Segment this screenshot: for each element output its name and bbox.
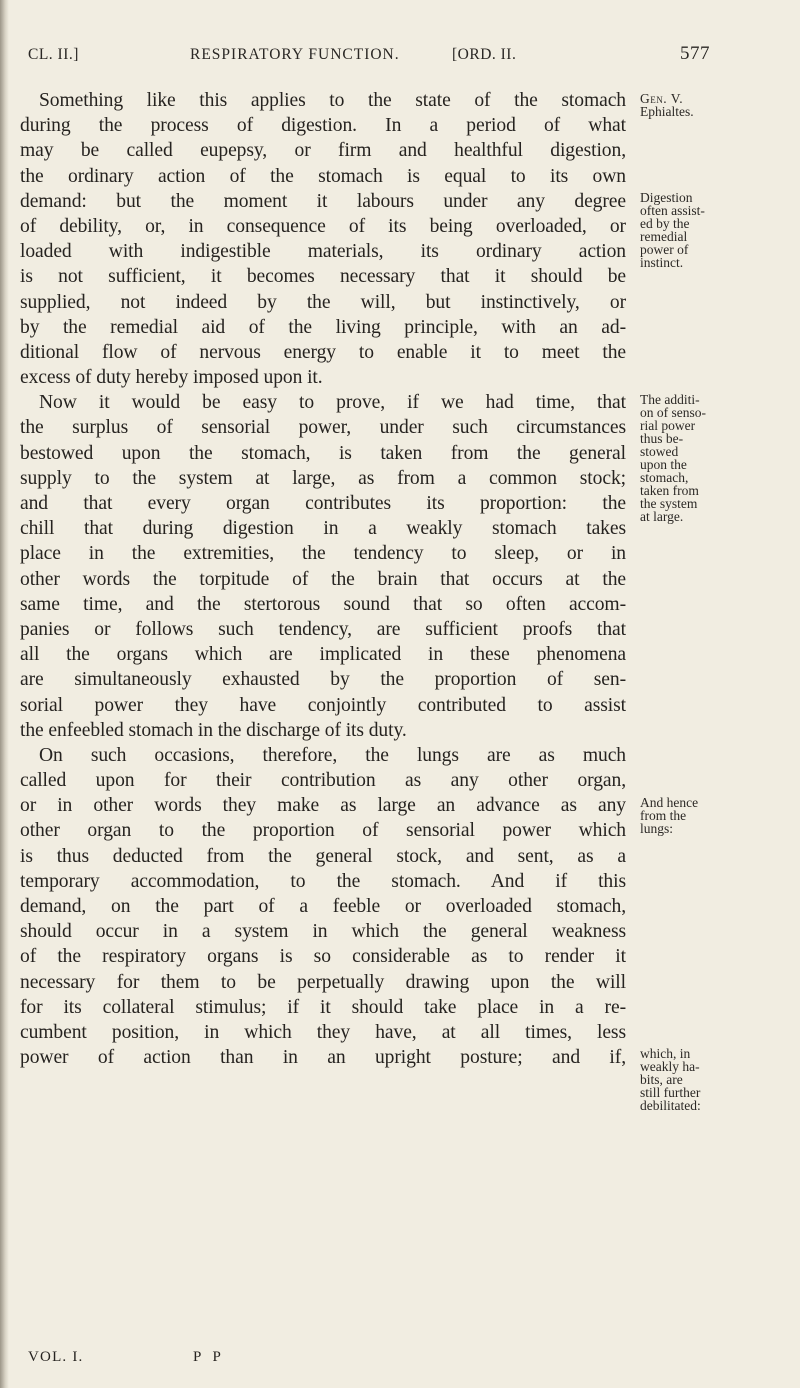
marginal-note-line: Ephialtes. [640, 104, 694, 119]
header-chapter: CL. II.] [28, 46, 79, 63]
text-line: during the process of digestion. In a period of what [20, 115, 626, 137]
marginal-note-line: from the [640, 808, 687, 823]
text-line: supplied, not indeed by the will, but instinctively, or [20, 291, 626, 313]
marginal-note-line: the system [640, 496, 698, 511]
header-order: [ORD. II. [452, 46, 517, 63]
marginal-note-line: ed by the [640, 216, 690, 231]
text-line: other organ to the proportion of sensorial power which [20, 820, 626, 842]
marginal-note-line: Digestion [640, 190, 693, 205]
text-line: of debility, or, in consequence of its being overloaded, or [20, 215, 626, 237]
text-line: or in other words they make as large an advance as any [20, 795, 626, 817]
marginal-note [640, 191, 760, 269]
marginal-note-line: stowed [640, 444, 679, 459]
text-line: is thus deducted from the general stock, and sent, as a [20, 845, 626, 867]
page-number: 577 [680, 43, 710, 64]
text-line: temporary accommodation, to the stomach. And if this [20, 870, 626, 892]
text-line: chill that during digestion in a weakly stomach takes [20, 518, 626, 540]
marginal-note-line: lungs: [640, 821, 674, 836]
text-line: all the organs which are implicated in these phenomena [20, 644, 626, 666]
text-line: supply to the system at large, as from a common stock; [20, 467, 626, 489]
text-line: should occur in a system in which the general weakness [20, 921, 626, 943]
marginal-note-line: bits, are [640, 1072, 683, 1087]
marginal-note-line: upon the [640, 457, 687, 472]
text-line: same time, and the stertorous sound that so often accom- [20, 593, 626, 615]
header-title: RESPIRATORY FUNCTION. [190, 46, 400, 63]
text-line: other words the torpitude of the brain that occurs at the [20, 568, 626, 590]
text-line: the enfeebled stomach in the discharge of its duty. [20, 719, 407, 741]
text-line: ditional flow of nervous energy to enable it to meet the [20, 341, 626, 363]
text-line: Now it would be easy to prove, if we had time, that [39, 392, 626, 414]
text-line: necessary for them to be perpetually drawing upon the will [20, 971, 626, 993]
marginal-note-line: Gen. V. [640, 91, 684, 106]
text-line: panies or follows such tendency, are sufficient proofs that [20, 618, 626, 640]
text-line: demand, on the part of a feeble or overloaded stomach, [20, 896, 626, 917]
page-binding-edge [0, 0, 9, 1388]
text-line: for its collateral stimulus; if it should take place in a re- [20, 996, 626, 1018]
text-line: of the respiratory organs is so considerable as to render it [20, 946, 626, 968]
marginal-note-line: on of senso- [640, 405, 706, 420]
text-line: excess of duty hereby imposed upon it. [20, 367, 323, 389]
running-header [20, 43, 710, 76]
text-line: are simultaneously exhausted by the proportion of sen- [20, 669, 626, 691]
text-line: sorial power they have conjointly contributed to assist [20, 694, 626, 716]
marginal-note-line: remedial [640, 229, 688, 244]
text-line: may be called eupepsy, or firm and healthful digestion, [20, 140, 626, 162]
marginal-note [640, 92, 760, 118]
text-line: the ordinary action of the stomach is equal to its own [20, 165, 626, 187]
marginal-note-line: at large. [640, 509, 684, 524]
marginal-note-line: debilitated: [640, 1098, 701, 1113]
marginal-note-line: And hence [640, 795, 699, 810]
marginal-note-line: weakly ha- [640, 1059, 700, 1074]
marginal-note-line: which, in [640, 1046, 691, 1061]
text-line: cumbent position, in which they have, at all times, less [20, 1021, 626, 1043]
marginal-note-line: often assist- [640, 203, 705, 218]
text-line: is not sufficient, it becomes necessary that it should be [20, 266, 626, 288]
body-text [20, 88, 626, 1070]
text-line: power of action than in an upright posture; and if, [20, 1047, 626, 1069]
text-line: On such occasions, therefore, the lungs are as much [39, 744, 626, 766]
text-line: loaded with indigestible materials, its ordinary action [20, 241, 626, 263]
text-line: and that every organ contributes its proportion: the [20, 493, 626, 514]
text-line: the surplus of sensorial power, under such circumstances [20, 417, 626, 439]
marginal-note [640, 393, 760, 523]
footer-signature: P P [193, 1349, 225, 1365]
marginal-note [640, 796, 760, 835]
marginal-note-line: The additi- [640, 392, 700, 407]
footer-volume: VOL. I. [28, 1349, 84, 1365]
marginal-note-line: taken from [640, 483, 699, 498]
marginal-note-line: rial power [640, 418, 696, 433]
text-line: called upon for their contribution as any other organ, [20, 770, 626, 792]
marginal-note-line: stomach, [640, 470, 689, 485]
text-line: Something like this applies to the state of the stomach [39, 90, 626, 111]
marginal-note-line: instinct. [640, 255, 684, 270]
text-line: place in the extremities, the tendency to sleep, or in [20, 543, 626, 565]
text-line: demand: but the moment it labours under any degree [20, 190, 626, 212]
text-line: bestowed upon the stomach, is taken from the general [20, 442, 626, 464]
text-line: by the remedial aid of the living principle, with an ad- [20, 316, 626, 338]
marginal-note-line: power of [640, 242, 689, 257]
marginal-note [640, 1047, 760, 1112]
marginal-note-line: still further [640, 1085, 701, 1100]
marginal-note-line: thus be- [640, 431, 684, 446]
